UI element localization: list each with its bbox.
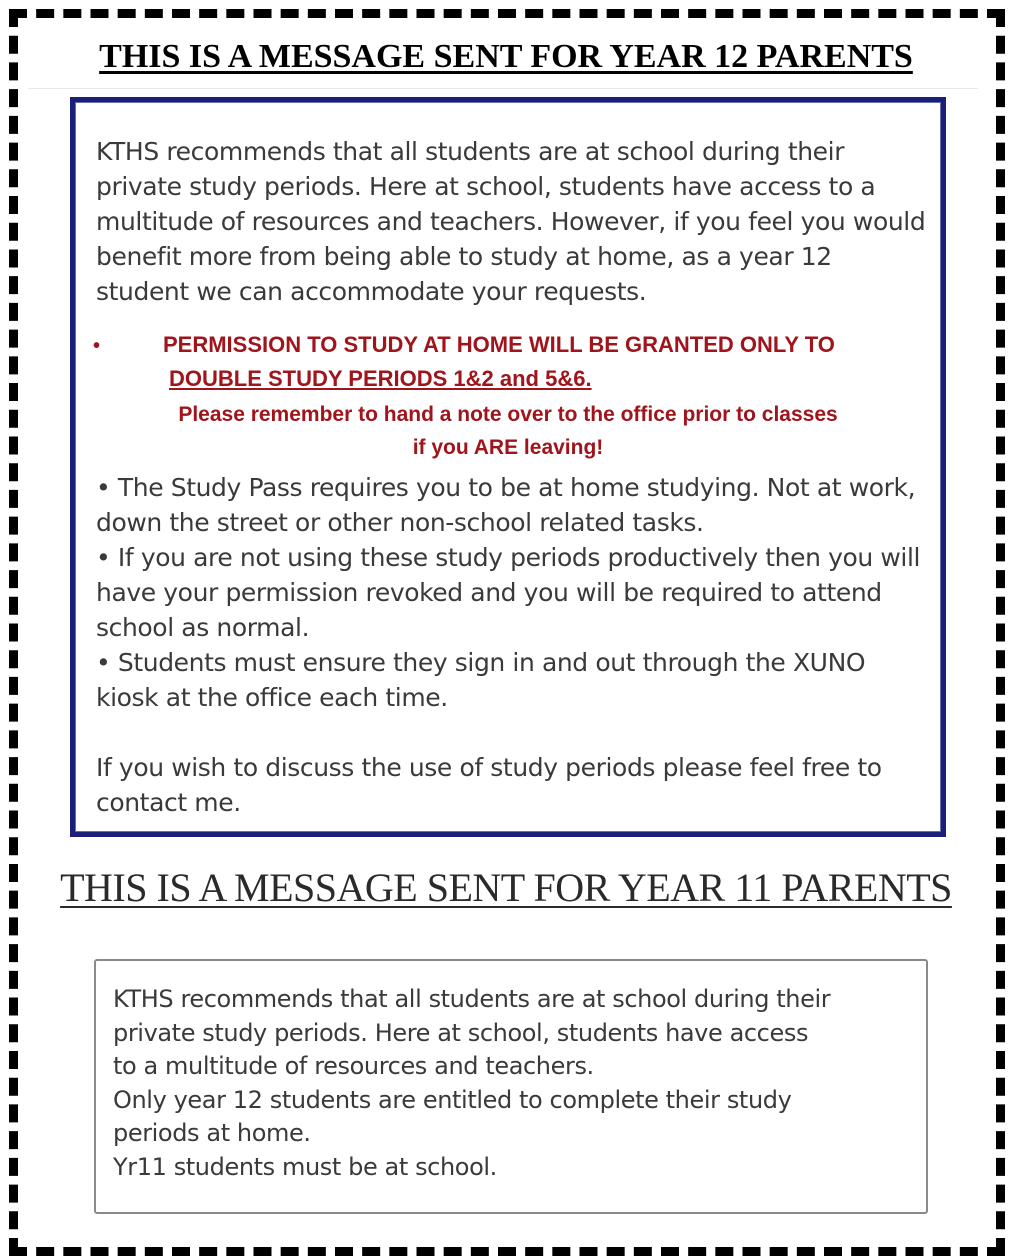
year11-line: private study periods. Here at school, students have access — [113, 1018, 809, 1047]
office-note-line-1: Please remember to hand a note over to the office prior to classes — [178, 403, 838, 426]
year12-intro-text: KTHS recommends that all students are at school during their private study periods. Here at school, students have access to a multitude of resources and teachers. However, if you feel you would benefit more from being able to study at home, as a year 12 student we can accommodate your requests. — [96, 137, 926, 306]
year11-line: periods at home. — [113, 1119, 311, 1147]
year11-message-text — [113, 983, 913, 1184]
rule-item: • The Study Pass requires you to be at home studying. Not at work, down the street or other non-school related tasks. — [96, 473, 916, 537]
year11-message-box — [94, 959, 928, 1214]
year11-heading: THIS IS A MESSAGE SENT FOR YEAR 11 PARENTS — [60, 865, 952, 910]
year12-heading: THIS IS A MESSAGE SENT FOR YEAR 12 PARENTS — [99, 38, 913, 75]
rule-item: • If you are not using these study periods productively then you will have your permission revoked and you will be required to attend school as normal. — [96, 543, 921, 642]
permission-line — [93, 332, 893, 358]
year11-line: Yr11 students must be at school. — [113, 1152, 497, 1181]
year12-message-box — [70, 97, 946, 837]
year11-line: KTHS recommends that all students are at school during their — [113, 985, 831, 1013]
office-note-line-2: if you ARE leaving! — [412, 436, 604, 459]
bullet-icon: • — [93, 335, 101, 357]
year12-closing-text: If you wish to discuss the use of study periods please feel free to contact me. — [96, 753, 882, 817]
year11-line: Only year 12 students are entitled to complete their study — [113, 1085, 792, 1114]
rule-item: • Students must ensure they sign in and out through the XUNO kiosk at the office each time. — [96, 648, 866, 712]
permission-line-2: DOUBLE STUDY PERIODS 1&2 and 5&6. — [169, 366, 592, 391]
year11-line: to a multitude of resources and teachers. — [113, 1052, 594, 1080]
permission-line-1: PERMISSION TO STUDY AT HOME WILL BE GRANTED ONLY TO — [163, 332, 835, 357]
study-pass-rules — [96, 470, 926, 715]
divider — [28, 88, 978, 89]
office-note — [75, 398, 941, 464]
